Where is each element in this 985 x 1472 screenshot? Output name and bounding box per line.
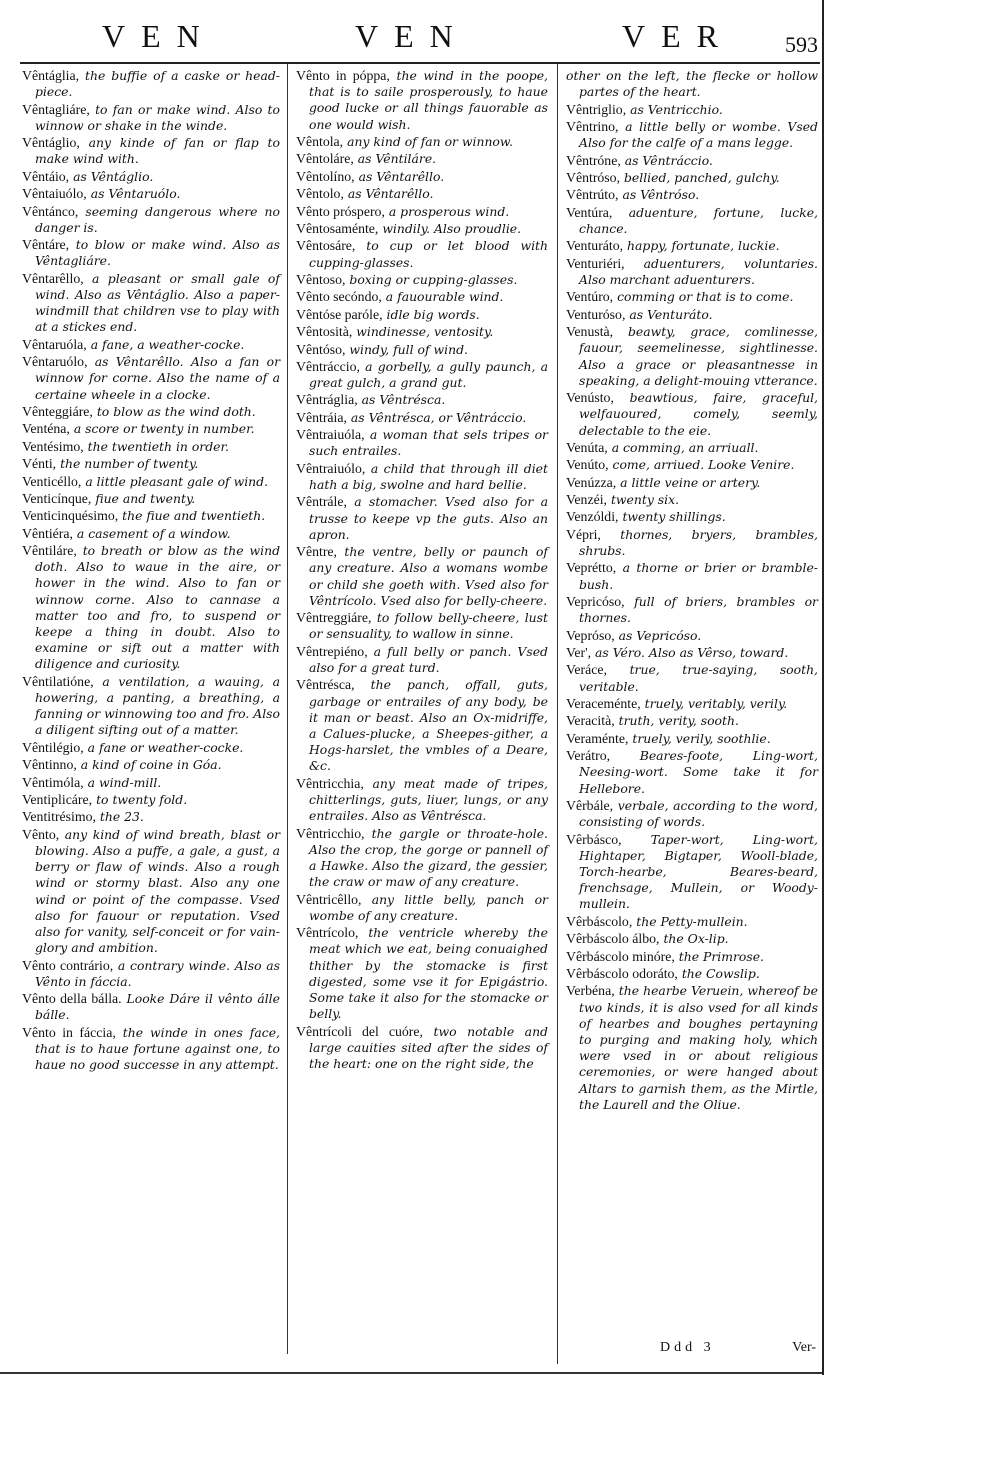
entry-definition: Beares-foote, Ling-wort, Neesing-wort. Some take it for Hellebore. [579, 748, 818, 796]
entry-headword: Vêntaiuólo, [22, 186, 87, 202]
dictionary-entry [22, 271, 280, 336]
entry-definition: any meat made of tripes, chitterlings, guts, liuer, lungs, or any entrailes. Also as Vêntrésca. [309, 775, 548, 824]
entry-headword: Ventiplicáre, [22, 792, 93, 808]
dictionary-entry [296, 461, 548, 493]
entry-headword: Vênteggiáre, [22, 403, 93, 419]
dictionary-entry [22, 169, 280, 185]
entry-headword: Vêntilégio, [22, 739, 84, 755]
dictionary-entry [566, 560, 818, 592]
entry-headword: Vêntricchia, [296, 775, 364, 791]
dictionary-entry [566, 238, 818, 254]
entry-headword: Vênto, [22, 826, 60, 842]
entry-definition: a woman that sels tripes or such entrailes. [309, 427, 548, 459]
entry-definition: as Vêntarêllo. [358, 168, 445, 184]
entry-headword: Venzóldi, [566, 509, 619, 525]
entry-definition: as Vêntiláre. [357, 151, 437, 167]
column-2 [296, 68, 548, 1073]
entry-definition: the wind in the poope, that is to saile prosperously, to haue good lucke or all things fauorable as one would wish. [309, 68, 548, 132]
dictionary-entry [22, 456, 280, 472]
dictionary-entry [566, 914, 818, 930]
dictionary-entry [296, 238, 548, 270]
dictionary-entry [296, 776, 548, 825]
entry-definition: a little belly or wombe. Vsed Also for the calfe of a mans legge. [579, 118, 818, 151]
dictionary-entry [566, 983, 818, 1113]
entry-definition: windy, full of wind. [349, 341, 468, 357]
entry-definition: the buffie of a caske or head-piece. [35, 68, 280, 100]
entry-definition: boxing or cupping-glasses. [349, 271, 518, 287]
entry-definition: Looke Dáre il vênto álle bálle. [35, 991, 280, 1023]
entry-headword: Vêntreggiáre, [296, 610, 372, 626]
signature-mark: Ddd 3 [660, 1340, 715, 1355]
dictionary-entry [22, 404, 280, 420]
dictionary-entry [296, 186, 548, 202]
dictionary-entry [296, 410, 548, 426]
dictionary-entry [22, 102, 280, 134]
dictionary-entry [296, 68, 548, 133]
entry-headword: Vêntoláre, [296, 151, 354, 167]
dictionary-entry [566, 205, 818, 237]
entry-definition: the fiue and twentieth. [122, 508, 266, 524]
entry-definition: other on the left, the flecke or hollow partes of the heart. [566, 68, 818, 100]
dictionary-entry [566, 475, 818, 491]
entry-headword: Vêntre, [296, 544, 337, 560]
entry-definition: a score or twenty in number. [73, 421, 255, 437]
entry-headword: Verbéna, [566, 983, 615, 999]
entry-headword: Vênto in póppa, [296, 68, 390, 83]
dictionary-entry [296, 169, 548, 185]
entry-headword: Vêntoso, [296, 271, 346, 287]
entry-headword: Veracità, [566, 713, 615, 729]
entry-headword: Ver', [566, 645, 592, 661]
entry-headword: Vêntosáre, [296, 238, 356, 254]
entry-headword: Ventitrésimo, [22, 809, 96, 825]
entry-definition: a little veine or artery. [620, 474, 761, 490]
dictionary-entry [566, 696, 818, 712]
dictionary-entry [296, 392, 548, 408]
entry-headword: Venúzza, [566, 474, 617, 490]
entry-headword: Vênto secóndo, [296, 289, 382, 305]
entry-definition: windinesse, ventosity. [356, 324, 494, 340]
entry-headword: Venticinquésimo, [22, 508, 119, 524]
dictionary-entry [22, 991, 280, 1023]
dictionary-entry [296, 427, 548, 459]
dictionary-entry [22, 68, 280, 100]
entry-definition: a fauourable wind. [385, 289, 504, 305]
entry-definition: truely, verily, soothlie. [632, 730, 771, 746]
dictionary-entry [566, 748, 818, 797]
dictionary-entry [566, 931, 818, 947]
dictionary-entry [296, 892, 548, 924]
dictionary-entry [296, 221, 548, 237]
dictionary-entry [566, 187, 818, 203]
dictionary-entry [566, 949, 818, 965]
entry-headword: Vêntrále, [296, 494, 347, 510]
entry-definition: aduenturers, voluntaries. Also marchant aduenturers. [579, 255, 818, 287]
entry-headword: Vêntagliáre, [22, 101, 90, 117]
entry-definition: as Venturáto. [629, 306, 713, 322]
dictionary-entry [566, 102, 818, 118]
dictionary-entry [296, 342, 548, 358]
entry-definition: a contrary winde. Also as Vênto in fáccia. [35, 957, 280, 989]
entry-headword: Vêntraiuóla, [296, 427, 365, 443]
entry-definition: two notable and large cauities sited after the sides of the heart: one on the right side, the [309, 1023, 548, 1072]
entry-headword: Venúto, [566, 457, 609, 473]
entry-headword: Venústo, [566, 390, 614, 406]
dictionary-entry [566, 966, 818, 982]
entry-headword: Ventúra, [566, 204, 613, 220]
dictionary-entry [22, 204, 280, 236]
entry-definition: the panch, offall, guts, garbage or entrailes of any body, be it man or beast. Also an Ox-midriffe, a Calues-plucke, a Sheepes-gither, a Hogs-harslet, the vmbles of a Deare, &c. [309, 677, 548, 774]
dictionary-entry [566, 798, 818, 830]
entry-definition: to blow as the wind doth. [96, 403, 256, 419]
entry-headword: Vêntróso, [566, 169, 621, 185]
dictionary-entry [22, 827, 280, 957]
dictionary-entry [296, 544, 548, 609]
entry-definition: a thorne or brier or bramble-bush. [579, 560, 818, 592]
right-border [822, 0, 824, 1375]
entry-headword: Vênto prósperо, [296, 203, 385, 219]
entry-headword: Vêntáre, [22, 237, 70, 253]
entry-headword: Vêrbásco, [566, 831, 622, 847]
entry-definition: twenty shillings. [622, 509, 726, 525]
entry-headword: Vêntarêllo, [22, 270, 84, 286]
entry-definition: as Ventricchio. [630, 101, 723, 117]
dictionary-entry [296, 134, 548, 150]
entry-headword: Vêntrepiéno, [296, 643, 368, 659]
entry-headword: Vepricóso, [566, 594, 625, 610]
entry-definition: as Vêntarêllo. Also a fan or winnow for corne. Also the name of a certaine wheele in a clocke. [35, 354, 280, 402]
header-left: VEN [102, 18, 216, 54]
entry-definition: truely, veritably, verily. [644, 696, 788, 712]
entry-definition: as Vêntrésca. [361, 392, 446, 408]
dictionary-entry [566, 68, 818, 100]
dictionary-entry [22, 186, 280, 202]
entry-definition: the twentieth in order. [87, 438, 229, 454]
dictionary-entry [22, 337, 280, 353]
entry-definition: any kind of wind breath, blast or blowing. Also a puffe, a gale, a gust, a berry or flaw of winds. Also a rough wind or stormy blast. Also any one wind or point of the compasse. Vsed also for fauour or reputation. Vsed also for vanity, self-conceit or for vain-glory and ambition. [35, 826, 280, 956]
entry-headword: Vêntáglia, [22, 68, 80, 83]
entry-headword: Vépri, [566, 526, 601, 542]
entry-headword: Venténa, [22, 421, 70, 437]
bottom-rule [0, 1372, 822, 1374]
dictionary-entry [566, 527, 818, 559]
entry-headword: Vêntriglio, [566, 101, 627, 117]
entry-definition: the 23. [99, 809, 144, 825]
entry-headword: Vénti, [22, 456, 57, 472]
entry-definition: bellied, panched, gulchy. [623, 169, 780, 185]
entry-definition: to blow or make wind. Also as Vêntagliáre. [35, 237, 280, 269]
column-divider [557, 64, 558, 1364]
entry-headword: Vêntricchio, [296, 825, 365, 841]
running-header [0, 18, 985, 58]
entry-definition: the Petty-mullein. [636, 913, 748, 929]
entry-headword: Vêntrino, [566, 118, 619, 134]
entry-headword: Vêntráccio, [296, 358, 360, 374]
dictionary-entry [566, 645, 818, 661]
entry-definition: to cup or let blood with cupping-glasses. [309, 238, 548, 270]
header-right: VER [622, 18, 734, 54]
entry-definition: a ventilation, a wauing, a howering, a panting, a breathing, a fanning or winnowing too and fro. Also a diligent sifting out of a matter. [35, 673, 280, 738]
dictionary-entry [566, 662, 818, 694]
dictionary-entry [296, 324, 548, 340]
entry-definition: a fane or weather-cocke. [87, 739, 244, 755]
entry-headword: Vepróso, [566, 627, 615, 643]
entry-definition: full of briers, brambles or thornes. [579, 594, 818, 626]
entry-headword: Vênto della bálla. [22, 991, 122, 1007]
entry-definition: as Vêntróso. [622, 187, 700, 203]
dictionary-entry [296, 307, 548, 323]
entry-definition: happy, fortunate, luckie. [627, 238, 780, 254]
entry-headword: Venustà, [566, 324, 614, 340]
entry-definition: as Vêntráccio. [624, 152, 713, 168]
dictionary-entry [22, 740, 280, 756]
header-rule [20, 62, 820, 64]
entry-definition: seeming dangerous where no danger is. [35, 203, 280, 235]
dictionary-entry [296, 826, 548, 891]
dictionary-entry [296, 494, 548, 543]
entry-headword: Venturóso, [566, 306, 626, 322]
entry-definition: the hearbe Veruein, whereof be two kinds, it is also vsed for all kinds of hearbes and boughes pertayning to purging and making holy, which were vsed in or about religious ceremonies, or were hanged about Altars to garnish them, as the Mirtle, the Laurell and the Oliue. [579, 983, 818, 1112]
dictionary-entry [566, 457, 818, 473]
dictionary-entry [566, 256, 818, 288]
entry-definition: as Véro. Also as Vêrso, toward. [595, 645, 789, 661]
entry-headword: Vêntrícoli del cuóre, [296, 1023, 423, 1039]
entry-definition: a wind-mill. [87, 774, 162, 790]
entry-definition: any kinde of fan or flap to make wind with. [35, 135, 280, 167]
dictionary-entry [296, 610, 548, 642]
dictionary-entry [22, 958, 280, 990]
dictionary-entry [566, 119, 818, 151]
entry-headword: Verátro, [566, 748, 611, 764]
entry-definition: the ventricle whereby the meat which we eat, being conuaighed thither by the stomacke is first digested, some vse it for Epigástrio. Some take it also for the stomacke or belly. [309, 925, 548, 1022]
entry-definition: any little belly, panch or wombe of any creature. [309, 891, 548, 923]
entry-headword: Vêntosità, [296, 324, 353, 340]
entry-definition: a child that through ill diet hath a big, swolne and hard bellie. [309, 460, 548, 493]
entry-definition: the gargle or throate-hole. Also the crop, the gorge or pannell of a Hawke. Also the gizard, the gessier, the craw or maw of any creature. [309, 825, 548, 890]
entry-definition: beawty, grace, comlinesse, fauour, seemelinesse, sightlinesse. Also a grace or pleasantnesse in speaking, a delight-mouing vtterance. [579, 324, 818, 388]
entry-headword: Veráce, [566, 662, 607, 678]
dictionary-entry [296, 151, 548, 167]
entry-headword: Veraceménte, [566, 696, 641, 712]
column-3 [566, 68, 818, 1114]
entry-headword: Vêntolíno, [296, 168, 355, 184]
dictionary-entry [296, 359, 548, 391]
entry-headword: Venticéllo, [22, 473, 82, 489]
entry-headword: Vêrbáscolo álbo, [566, 931, 660, 947]
entry-headword: Vêntrésca, [296, 677, 355, 693]
header-middle: VEN [355, 18, 469, 54]
dictionary-entry [296, 644, 548, 676]
entry-definition: a full belly or panch. Vsed also for a great turd. [309, 643, 548, 676]
entry-definition: as Vêntáglio. [73, 168, 154, 184]
entry-headword: Vêntolo, [296, 186, 344, 202]
entry-definition: as Vêntaruólo. [90, 186, 181, 202]
entry-headword: Vêntáglio, [22, 135, 80, 151]
dictionary-entry [22, 474, 280, 490]
dictionary-entry [22, 439, 280, 455]
entry-definition: the ventre, belly or paunch of any creature. Also a womans wombe or child she goeth with. Vsed also for Vêntrícolo. Vsed also for belly-cheere. [309, 544, 548, 608]
catchword: Ver- [792, 1340, 816, 1355]
dictionary-entry [566, 289, 818, 305]
entry-headword: Vêntáio, [22, 168, 70, 184]
entry-headword: Vêntimóla, [22, 774, 84, 790]
entry-headword: Vêntánco, [22, 203, 79, 219]
dictionary-entry [22, 354, 280, 403]
entry-definition: the Primrose. [678, 948, 764, 964]
entry-definition: true, true-saying, sooth, veritable. [579, 662, 818, 694]
entry-definition: a little pleasant gale of wind. [85, 473, 269, 489]
entry-headword: Vêrbáscolo minóre, [566, 948, 675, 964]
entry-headword: Vêntóso, [296, 341, 346, 357]
entry-headword: Vêntinno, [22, 757, 77, 773]
entry-headword: Vênto contrário, [22, 957, 114, 973]
dictionary-entry [22, 526, 280, 542]
entry-definition: to fan or make wind. Also to winnow or shake in the winde. [35, 101, 280, 133]
dictionary-entry [566, 628, 818, 644]
entry-headword: Vêntiéra, [22, 525, 73, 541]
dictionary-entry [22, 775, 280, 791]
entry-definition: the Ox-lip. [663, 931, 729, 947]
entry-headword: Vêntráia, [296, 409, 347, 425]
entry-definition: to follow belly-cheere, lust or sensuality, to wallow in sinne. [309, 610, 548, 642]
entry-headword: Vêrbále, [566, 797, 614, 813]
entry-headword: Ventésimo, [22, 438, 84, 454]
entry-definition: a casement of a window. [76, 525, 231, 541]
dictionary-entry [566, 153, 818, 169]
dictionary-entry [566, 390, 818, 439]
entry-headword: Vêntrúto, [566, 187, 619, 203]
dictionary-entry [566, 509, 818, 525]
entry-headword: Vêntróne, [566, 152, 621, 168]
dictionary-entry [22, 421, 280, 437]
entry-headword: Veprétto, [566, 560, 617, 576]
entry-headword: Vêntóse paróle, [296, 306, 383, 322]
entry-definition: as Vêntarêllo. [347, 186, 434, 202]
entry-definition: beawtious, faire, graceful, welfauoured, comely, seemly, delectable to the eie. [579, 390, 818, 438]
dictionary-entry [566, 440, 818, 456]
entry-definition: the Cowslip. [681, 965, 760, 981]
entry-headword: Vêntiláre, [22, 543, 77, 559]
entry-headword: Vêntrícolo, [296, 925, 359, 941]
entry-headword: Venzéi, [566, 492, 607, 508]
entry-definition: as Vêntrésca, or Vêntráccio. [350, 409, 527, 425]
page-footer [660, 1340, 820, 1360]
dictionary-entry [22, 543, 280, 673]
entry-headword: Vêntilatióne, [22, 673, 94, 689]
dictionary-entry [566, 713, 818, 729]
entry-definition: a pleasant or small gale of wind. Also as Vêntáglio. Also a paper-windmill that children vse to play with at a stickes end. [35, 270, 280, 335]
entry-headword: Venturáto, [566, 238, 624, 254]
column-divider [287, 64, 288, 1354]
dictionary-entry [566, 324, 818, 389]
entry-definition: a kind of coine in Góa. [80, 757, 222, 773]
dictionary-entry [22, 237, 280, 269]
dictionary-entry [296, 272, 548, 288]
entry-headword: Vêntaruóla, [22, 336, 87, 352]
entry-definition: as Vepricóso. [618, 627, 702, 643]
dictionary-entry [566, 594, 818, 626]
dictionary-entry [22, 757, 280, 773]
entry-headword: Vêntricêllo, [296, 891, 362, 907]
dictionary-entry [22, 674, 280, 739]
dictionary-entry [22, 809, 280, 825]
entry-headword: Vêntaruólo, [22, 354, 88, 370]
entry-headword: Vêntosaménte, [296, 220, 379, 236]
dictionary-entry [296, 925, 548, 1022]
entry-headword: Vêntráglia, [296, 392, 358, 408]
entry-definition: a gorbelly, a gully paunch, a great gulch, a grand gut. [309, 358, 548, 391]
dictionary-entry [566, 832, 818, 913]
entry-definition: the winde in ones face, that is to haue fortune against one, to haue no good successe in any attempt. [35, 1024, 280, 1073]
entry-headword: Ventúro, [566, 289, 614, 305]
dictionary-entry [566, 492, 818, 508]
dictionary-entry [22, 1025, 280, 1074]
page-number: 593 [785, 32, 818, 57]
entry-definition: aduenture, fortune, lucke, chance. [579, 204, 818, 236]
entry-definition: to breath or blow as the wind doth. Also to waue in the aire, or hower in the wind. Also to fan or winnow corne. Also to cannase a matter too and fro, to suspend or keepe a thing in doubt. Also to examine or sift out a matter with diligence and curiosity. [35, 543, 280, 672]
dictionary-entry [296, 289, 548, 305]
entry-definition: to twenty fold. [96, 792, 188, 808]
dictionary-entry [22, 491, 280, 507]
entry-definition: Taper-wort, Ling-wort, Hightaper, Bigtaper, Wooll-blade, Torch-hearbe, Beares-beard, frenchsage, Mullein, or Woody-mullein. [579, 831, 818, 912]
entry-headword: Venticínque, [22, 490, 92, 506]
entry-definition: windily. Also proudlie. [382, 220, 522, 236]
entry-definition: a comming, an arriuall. [611, 439, 759, 455]
entry-headword: Vêrbáscolo odoráto, [566, 965, 678, 981]
dictionary-entry [566, 731, 818, 747]
entry-definition: a stomacher. Vsed also for a trusse to keepe vp the guts. Also an apron. [309, 494, 548, 542]
dictionary-entry [566, 170, 818, 186]
entry-definition: a fane, a weather-cocke. [90, 336, 245, 352]
entry-headword: Vêrbáscolo, [566, 913, 633, 929]
entry-definition: comming or that is to come. [617, 289, 794, 305]
entry-definition: come, arriued. Looke Venire. [612, 457, 795, 473]
column-1 [22, 68, 280, 1075]
entry-headword: Vêntola, [296, 134, 344, 149]
dictionary-entry [22, 792, 280, 808]
entry-headword: Venturiéri, [566, 255, 625, 271]
dictionary-entry [296, 677, 548, 774]
entry-definition: thornes, bryers, brambles, shrubs. [579, 526, 818, 559]
dictionary-entry [296, 204, 548, 220]
dictionary-entry [22, 508, 280, 524]
entry-definition: verbale, according to the word, consisting of words. [579, 797, 818, 830]
dictionary-entry [296, 1024, 548, 1073]
entry-definition: twenty six. [610, 492, 680, 508]
entry-definition: any kind of fan or winnow. [347, 134, 513, 149]
entry-definition: idle big words. [386, 306, 480, 322]
entry-definition: truth, verity, sooth. [618, 713, 739, 729]
dictionary-entry [22, 135, 280, 167]
entry-headword: Vêntraiuólo, [296, 460, 366, 476]
entry-headword: Veraménte, [566, 730, 629, 746]
entry-definition: a prosperous wind. [388, 203, 510, 219]
entry-headword: Venúta, [566, 439, 608, 455]
entry-headword: Vênto in fáccia, [22, 1024, 116, 1040]
dictionary-entry [566, 307, 818, 323]
entry-definition: the number of twenty. [60, 456, 199, 472]
entry-definition: fiue and twenty. [95, 490, 196, 506]
